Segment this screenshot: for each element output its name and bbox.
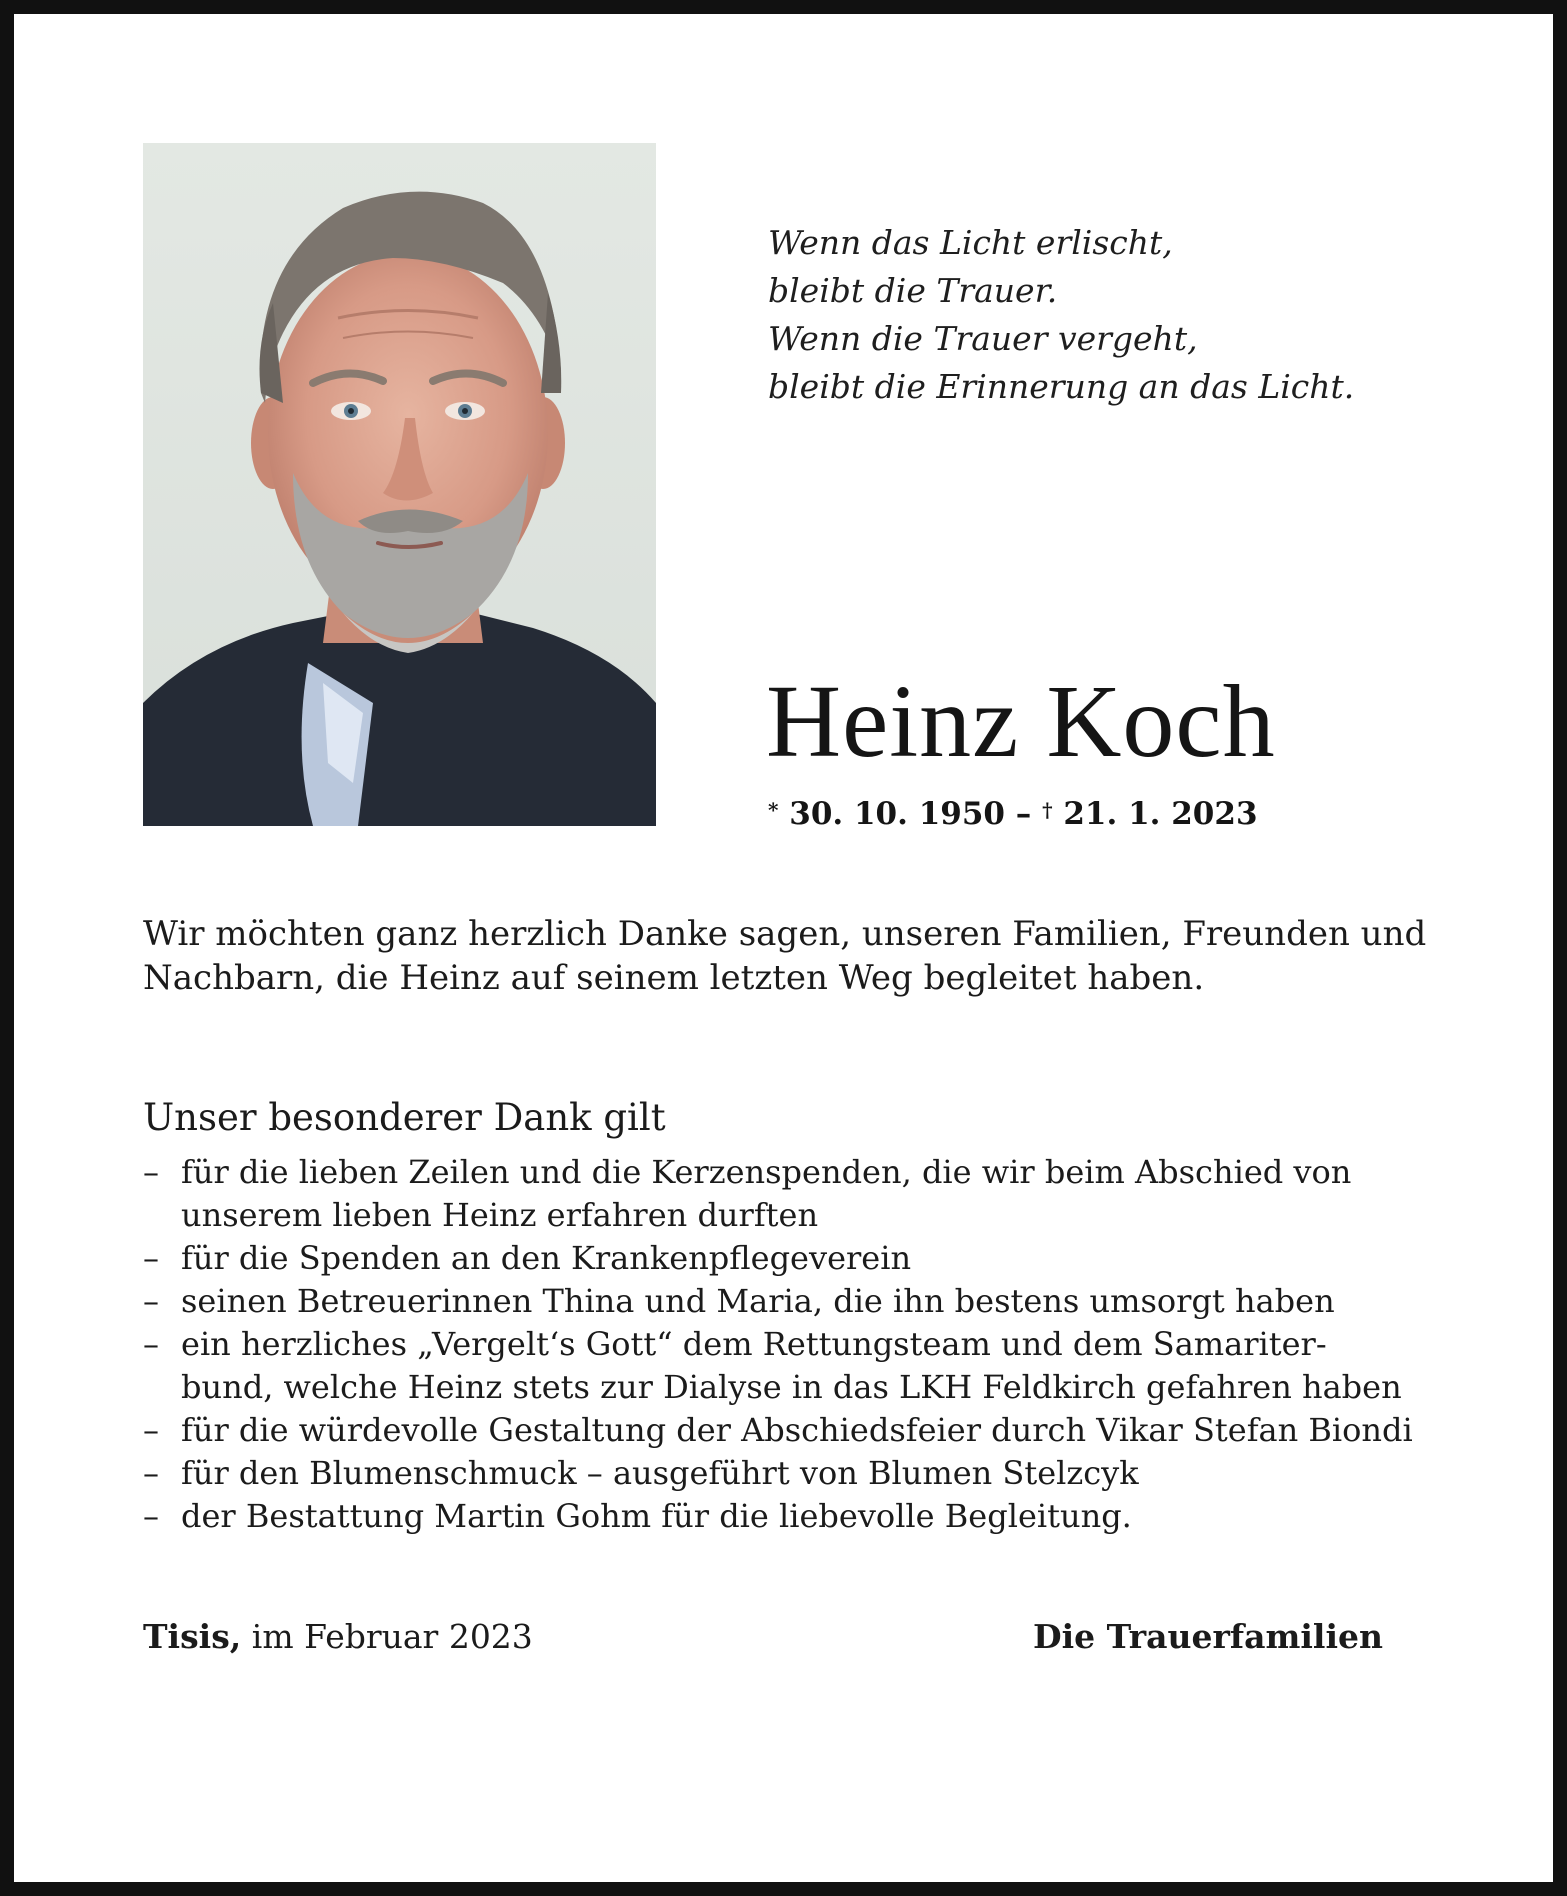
dash-bullet: –	[143, 1239, 159, 1277]
birth-star-icon: *	[768, 798, 779, 822]
place-and-date	[143, 1615, 533, 1659]
list-item-line: ein herzliches „Vergelt‘s Gott“ dem Rettungsteam und dem Samariter-	[181, 1325, 1327, 1363]
death-date: 21. 1. 2023	[1063, 796, 1258, 832]
thanks-intro-line: Wir möchten ganz herzlich Danke sagen, unseren Familien, Freunden und	[143, 914, 1427, 954]
list-item-line: für den Blumenschmuck – ausgeführt von Blumen Stelzcyk	[181, 1454, 1139, 1492]
list-item	[143, 1151, 1453, 1237]
list-item	[143, 1452, 1453, 1495]
deceased-name: Heinz Koch	[766, 664, 1276, 779]
list-item	[143, 1323, 1453, 1409]
thanks-intro	[143, 912, 1453, 1000]
notice-date: im Februar 2023	[241, 1617, 533, 1656]
list-item	[143, 1280, 1453, 1323]
list-item	[143, 1409, 1453, 1452]
date-separator: –	[1015, 796, 1032, 832]
dash-bullet: –	[143, 1282, 159, 1320]
list-item-line: für die würdevolle Gestaltung der Abschiedsfeier durch Vikar Stefan Biondi	[181, 1411, 1413, 1449]
list-item-line: für die Spenden an den Krankenpflegeverein	[181, 1239, 912, 1277]
list-item-line: unserem lieben Heinz erfahren durften	[181, 1196, 819, 1234]
dash-bullet: –	[143, 1411, 159, 1449]
poem-line: bleibt die Erinnerung an das Licht.	[768, 367, 1355, 406]
portrait-photo	[143, 143, 656, 826]
poem-line: bleibt die Trauer.	[768, 271, 1058, 310]
poem-line: Wenn die Trauer vergeht,	[768, 319, 1198, 358]
special-thanks-list	[143, 1151, 1453, 1538]
dash-bullet: –	[143, 1497, 159, 1535]
list-item-line: seinen Betreuerinnen Thina und Maria, die ihn bestens umsorgt haben	[181, 1282, 1335, 1320]
dash-bullet: –	[143, 1153, 159, 1191]
birth-date: 30. 10. 1950	[789, 796, 1005, 832]
place-name: Tisis,	[143, 1617, 242, 1656]
special-thanks-heading: Unser besonderer Dank gilt	[143, 1096, 666, 1139]
list-item	[143, 1237, 1453, 1280]
list-item-line: der Bestattung Martin Gohm für die liebevolle Begleitung.	[181, 1497, 1132, 1535]
dash-bullet: –	[143, 1325, 159, 1363]
list-item-line: bund, welche Heinz stets zur Dialyse in das LKH Feldkirch gefahren haben	[181, 1368, 1402, 1406]
list-item	[143, 1495, 1453, 1538]
list-item-line: für die lieben Zeilen und die Kerzenspenden, die wir beim Abschied von	[181, 1153, 1352, 1191]
portrait-illustration	[143, 143, 656, 826]
signature: Die Trauerfamilien	[1032, 1617, 1383, 1656]
life-dates	[768, 792, 1258, 836]
death-cross-icon: †	[1042, 798, 1053, 822]
dash-bullet: –	[143, 1454, 159, 1492]
memorial-poem	[768, 219, 1408, 411]
thanks-intro-line: Nachbarn, die Heinz auf seinem letzten Weg begleitet haben.	[143, 958, 1205, 998]
poem-line: Wenn das Licht erlischt,	[768, 223, 1173, 262]
